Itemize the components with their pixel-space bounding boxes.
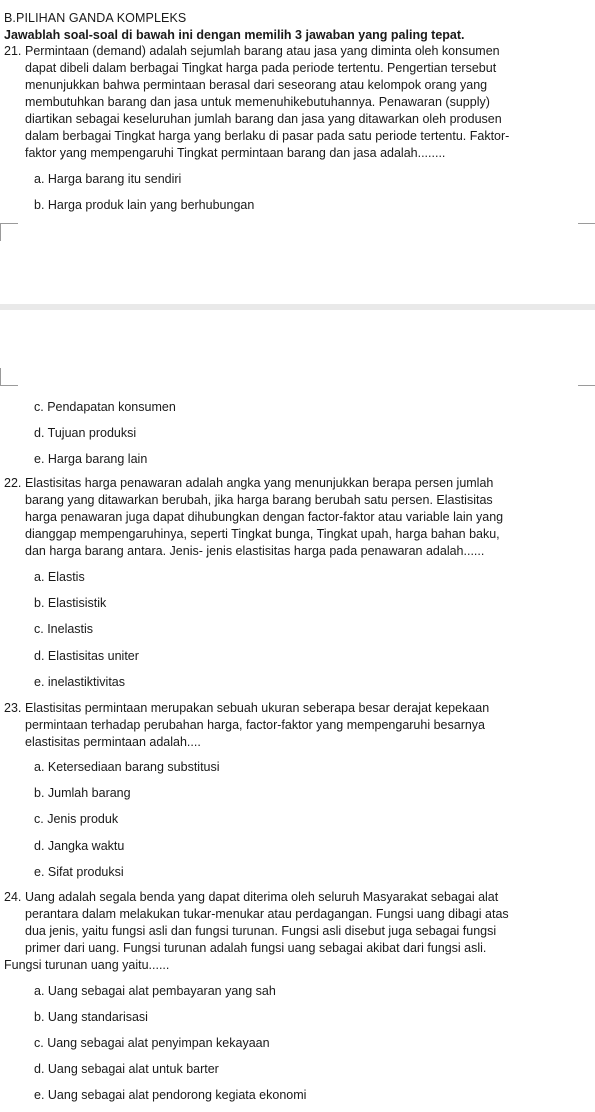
question-number: 24.	[4, 890, 22, 904]
option-c[interactable]: c. Pendapatan konsumen	[34, 400, 176, 414]
option-c[interactable]: c. Inelastis	[34, 622, 94, 636]
option-c[interactable]: c. Uang sebagai alat penyimpan kekayaan	[34, 1036, 270, 1050]
question-line: dua jenis, yaitu fungsi asli dan fungsi turunan. Fungsi asli disebut juga sebagai fungsi	[25, 924, 497, 938]
option-b[interactable]: b. Elastisistik	[34, 596, 107, 610]
option-d[interactable]: d. Tujuan produksi	[34, 426, 137, 440]
option-e[interactable]: e. Harga barang lain	[34, 452, 148, 466]
crop-corner-bottom-right	[578, 368, 595, 386]
option-e[interactable]: e. Sifat produksi	[34, 865, 124, 879]
question-line: Uang adalah segala benda yang dapat diterima oleh seluruh Masyarakat sebagai alat	[25, 890, 499, 904]
question-line: dianggap mempengaruhinya, seperti Tingkat bunga, Tingkat upah, harga bahan baku,	[25, 527, 500, 541]
option-c[interactable]: c. Jenis produk	[34, 812, 119, 826]
question-line: dapat dibeli dalam berbagai Tingkat harga pada periode tertentu. Pengertian tersebut	[25, 61, 497, 75]
option-b[interactable]: b. Jumlah barang	[34, 786, 131, 800]
option-d[interactable]: d. Elastisitas uniter	[34, 649, 139, 663]
question-line: menunjukkan bahwa permintaan berasal dari seseorang atau kelompok orang yang	[25, 78, 488, 92]
instruction-text: Jawablah soal-soal di bawah ini dengan memilih 3 jawaban yang paling tepat.	[4, 28, 465, 42]
question-line: dalam berbagai Tingkat harga yang berlaku di pasar pada satu periode tertentu. Faktor-	[25, 129, 510, 143]
option-a[interactable]: a. Uang sebagai alat pembayaran yang sah	[34, 984, 276, 998]
option-d[interactable]: d. Jangka waktu	[34, 839, 125, 853]
crop-corner-top-left	[0, 223, 18, 241]
question-line: dan harga barang antara. Jenis- jenis elastisitas harga pada penawaran adalah......	[25, 544, 485, 558]
option-a[interactable]: a. Harga barang itu sendiri	[34, 172, 182, 186]
option-a[interactable]: a. Ketersediaan barang substitusi	[34, 760, 220, 774]
question-line: Permintaan (demand) adalah sejumlah barang atau jasa yang diminta oleh konsumen	[25, 44, 500, 58]
question-line: Fungsi turunan uang yaitu......	[4, 958, 170, 972]
question-line: faktor yang mempengaruhi Tingkat permintaan barang dan jasa adalah........	[25, 146, 446, 160]
question-line: primer dari uang. Fungsi turunan adalah fungsi uang sebagai akibat dari fungsi asli.	[25, 941, 487, 955]
option-d[interactable]: d. Uang sebagai alat untuk barter	[34, 1062, 219, 1076]
option-e[interactable]: e. inelastiktivitas	[34, 675, 126, 689]
question-line: elastisitas permintaan adalah....	[25, 735, 201, 749]
crop-corner-bottom-left	[0, 368, 18, 386]
option-b[interactable]: b. Uang standarisasi	[34, 1010, 148, 1024]
question-line: Elastisitas harga penawaran adalah angka yang menunjukkan berapa persen jumlah	[25, 476, 494, 490]
page-divider	[0, 304, 595, 310]
question-number: 21.	[4, 44, 22, 58]
question-line: harga penawaran juga dapat dihubungkan dengan factor-faktor atau variable lain yang	[25, 510, 504, 524]
question-line: perantara dalam melakukan tukar-menukar atau perdagangan. Fungsi uang dibagi atas	[25, 907, 509, 921]
question-line: permintaan terhadap perubahan harga, factor-faktor yang mempengaruhi besarnya	[25, 718, 486, 732]
option-a[interactable]: a. Elastis	[34, 570, 85, 584]
question-line: barang yang ditawarkan berubah, jika harga barang berubah satu persen. Elastisitas	[25, 493, 493, 507]
option-b[interactable]: b. Harga produk lain yang berhubungan	[34, 198, 255, 212]
option-e[interactable]: e. Uang sebagai alat pendorong kegiata ekonomi	[34, 1088, 307, 1102]
question-number: 23.	[4, 701, 22, 715]
crop-corner-top-right	[578, 223, 595, 241]
question-line: membutuhkan barang dan jasa untuk memenuhikebutuhannya. Penawaran (supply)	[25, 95, 490, 109]
question-line: diartikan sebagai keseluruhan jumlah barang dan jasa yang ditawarkan oleh produsen	[25, 112, 502, 126]
question-line: Elastisitas permintaan merupakan sebuah ukuran seberapa besar derajat kepekaan	[25, 701, 490, 715]
question-number: 22.	[4, 476, 22, 490]
section-title: B.PILIHAN GANDA KOMPLEKS	[4, 11, 187, 25]
